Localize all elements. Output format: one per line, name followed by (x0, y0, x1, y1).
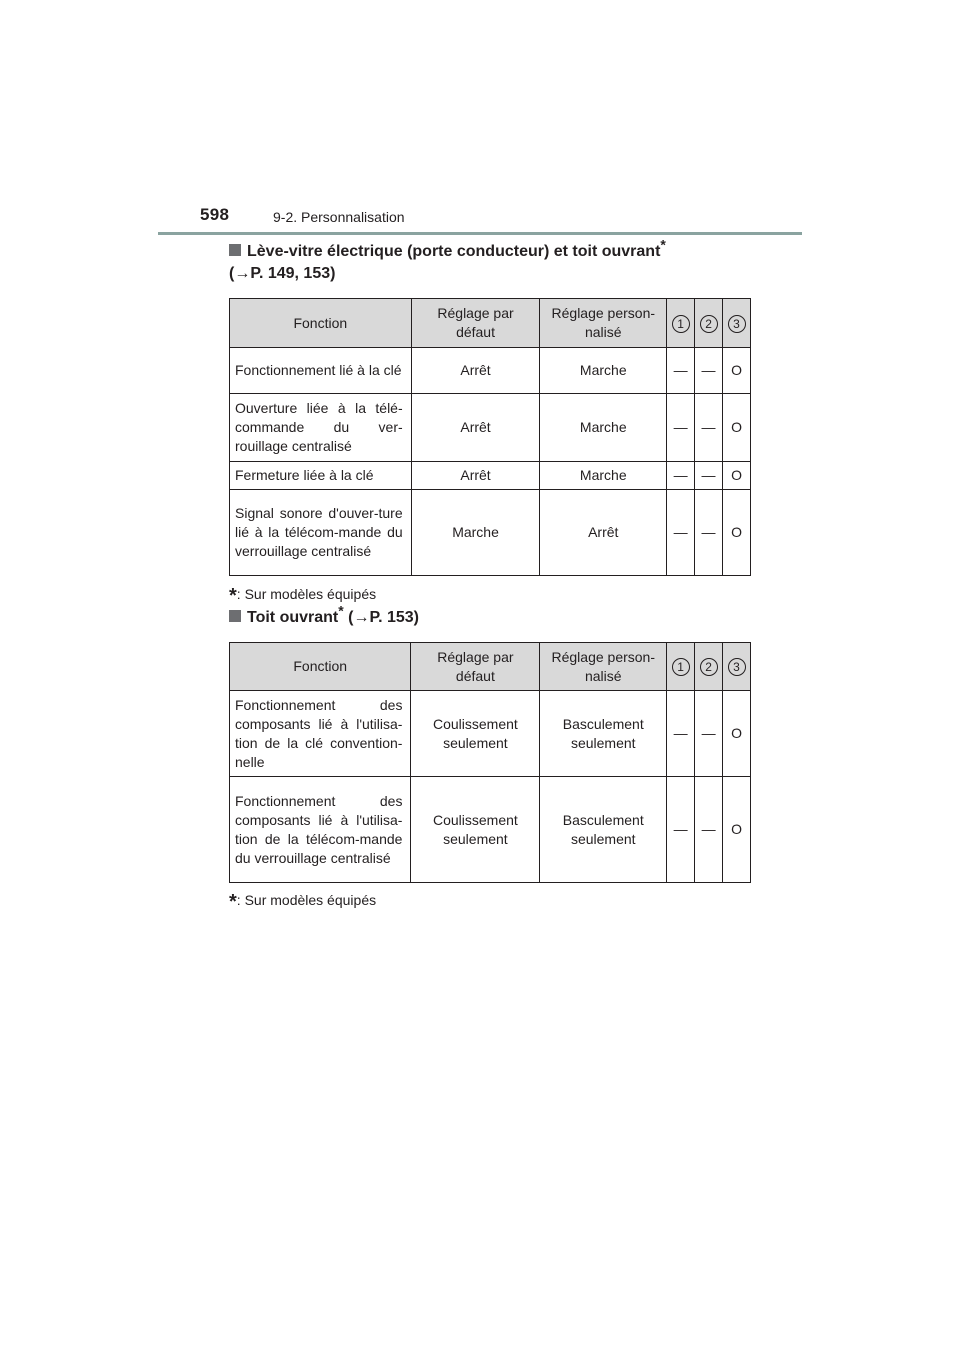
header-defaut: Réglage par défaut (411, 299, 540, 348)
cell-1: — (667, 394, 695, 462)
asterisk-mark: * (338, 602, 344, 619)
cell-perso: Arrêt (540, 490, 667, 576)
header-rule (158, 232, 802, 235)
table-row (230, 490, 751, 576)
cell-defaut: Arrêt (411, 462, 540, 490)
cell-defaut: Arrêt (411, 348, 540, 394)
cell-defaut: Coulissement seulement (411, 691, 540, 777)
table-row (230, 394, 751, 462)
header-fonction: Fonction (230, 643, 411, 691)
cell-2: — (695, 490, 723, 576)
page-header (200, 205, 802, 231)
header-perso: Réglage person-nalisé (540, 299, 667, 348)
circled-number-3: 3 (728, 658, 746, 676)
page-number: 598 (200, 205, 230, 224)
cell-fonction: Fonctionnement des composants lié à l'utilisa-tion de la télécom-mande du verrouillage centralisé (230, 777, 411, 883)
cell-perso: Basculement seulement (540, 691, 667, 777)
square-bullet-icon (229, 610, 241, 622)
asterisk-mark: * (229, 891, 237, 913)
cell-defaut: Coulissement seulement (411, 777, 540, 883)
header-col-2 (695, 299, 723, 348)
cell-1: — (667, 348, 695, 394)
cell-3: O (723, 462, 751, 490)
section-heading-window-sunroof (229, 236, 666, 285)
header-col-1 (667, 643, 695, 691)
cell-defaut: Arrêt (411, 394, 540, 462)
section-heading-sunroof (229, 602, 419, 629)
cell-1: — (667, 777, 695, 883)
settings-table-sunroof (229, 642, 751, 883)
header-defaut: Réglage par défaut (411, 643, 540, 691)
cell-fonction: Signal sonore d'ouver-ture lié à la télécom-mande du verrouillage centralisé (230, 490, 412, 576)
cell-fonction: Fonctionnement lié à la clé (230, 348, 412, 394)
table-row (230, 777, 751, 883)
cell-fonction: Fonctionnement des composants lié à l'utilisa-tion de la clé convention-nelle (230, 691, 411, 777)
table-row (230, 462, 751, 490)
cell-1: — (667, 490, 695, 576)
cell-perso: Basculement seulement (540, 777, 667, 883)
footnote-text: : Sur modèles équipés (236, 586, 377, 602)
section-title: 9-2. Personnalisation (273, 209, 405, 225)
cell-3: O (723, 490, 751, 576)
cell-fonction: Fermeture liée à la clé (230, 462, 412, 490)
footnote (229, 888, 376, 911)
heading-text: Toit ouvrant (247, 609, 339, 626)
cell-1: — (667, 462, 695, 490)
heading-text: Lève-vitre électrique (porte conducteur) et toit ouvrant (247, 243, 661, 260)
cell-2: — (695, 462, 723, 490)
cell-defaut: Marche (411, 490, 540, 576)
circled-number-1: 1 (672, 315, 690, 333)
header-col-3 (723, 299, 751, 348)
circled-number-2: 2 (700, 658, 718, 676)
table-header-row (230, 299, 751, 348)
cell-2: — (695, 394, 723, 462)
cell-2: — (695, 777, 723, 883)
header-col-1 (667, 299, 695, 348)
table-row (230, 348, 751, 394)
cell-3: O (723, 777, 751, 883)
cell-3: O (723, 691, 751, 777)
footnote-text: : Sur modèles équipés (236, 892, 377, 908)
cell-2: — (695, 691, 723, 777)
circled-number-3: 3 (728, 315, 746, 333)
square-bullet-icon (229, 244, 241, 256)
cell-fonction: Ouverture liée à la télé-commande du ver-rouillage centralisé (230, 394, 412, 462)
cell-perso: Marche (540, 462, 667, 490)
cell-3: O (723, 394, 751, 462)
cell-1: — (667, 691, 695, 777)
header-col-2 (695, 643, 723, 691)
header-perso: Réglage person-nalisé (540, 643, 667, 691)
asterisk-mark: * (660, 236, 666, 253)
header-fonction: Fonction (230, 299, 412, 348)
table-header-row (230, 643, 751, 691)
heading-page-ref: (→P. 149, 153) (229, 265, 336, 282)
footnote (229, 582, 376, 605)
heading-page-ref: (→P. 153) (343, 609, 419, 626)
cell-perso: Marche (540, 394, 667, 462)
circled-number-1: 1 (672, 658, 690, 676)
settings-table-window-sunroof (229, 298, 751, 576)
cell-perso: Marche (540, 348, 667, 394)
circled-number-2: 2 (700, 315, 718, 333)
asterisk-mark: * (229, 585, 237, 607)
table-row (230, 691, 751, 777)
cell-2: — (695, 348, 723, 394)
header-col-3 (723, 643, 751, 691)
cell-3: O (723, 348, 751, 394)
